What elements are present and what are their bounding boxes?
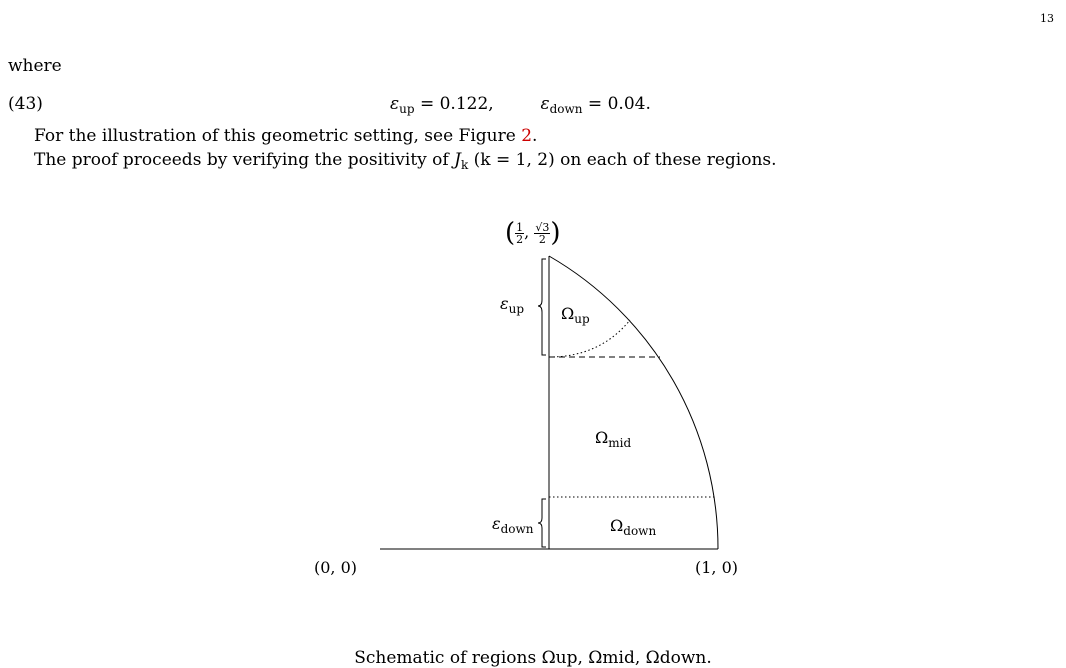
para1-text: For the illustration of this geometric setting, see Figure bbox=[34, 126, 522, 146]
region-up-label: $\Omega_{up}$ bbox=[561, 304, 590, 326]
para2-paren: (k = 1, 2) bbox=[468, 150, 561, 170]
para2-text: The proof proceeds by verifying the positivity of bbox=[34, 150, 455, 170]
eps-up-brace bbox=[538, 259, 546, 355]
unit-point-label: (1, 0) bbox=[695, 558, 739, 577]
eps-up-label: $\varepsilon_{up}$ bbox=[500, 294, 525, 316]
equation-number: (43) bbox=[8, 94, 43, 114]
eps-down-value: 0.04. bbox=[607, 94, 651, 114]
region-mid-label: $\Omega_{mid}$ bbox=[595, 428, 632, 450]
para1-end: . bbox=[532, 126, 538, 146]
unit-arc bbox=[549, 256, 718, 549]
figure-2-link[interactable]: 2 bbox=[521, 126, 533, 146]
para2-end: on each of these regions. bbox=[560, 150, 777, 170]
j-k-symbol: $J_k$ bbox=[454, 150, 469, 172]
top-point-label: ( $\frac{1}{2}$ , $\frac{√3}{2}$ ) bbox=[505, 218, 561, 248]
eps-down-brace bbox=[538, 499, 546, 547]
eps-up-value: 0.122, bbox=[439, 94, 494, 114]
equation-body: $\varepsilon_{up} = 0.122$, $\varepsilon_{down} = 0.04$. bbox=[390, 94, 651, 116]
where-text: where bbox=[8, 56, 62, 76]
eps-down-label: $\varepsilon_{down}$ bbox=[492, 514, 534, 536]
eps-up-symbol: $\varepsilon_{up}$ bbox=[390, 94, 415, 116]
page-number: 13 bbox=[1040, 12, 1054, 25]
origin-label: (0, 0) bbox=[314, 558, 358, 577]
figure-caption: Schematic of regions Ωup, Ωmid, Ωdown. bbox=[354, 648, 712, 668]
region-down-label: $\Omega_{down}$ bbox=[610, 516, 657, 538]
eps-down-symbol: $\varepsilon_{down}$ bbox=[540, 94, 583, 116]
